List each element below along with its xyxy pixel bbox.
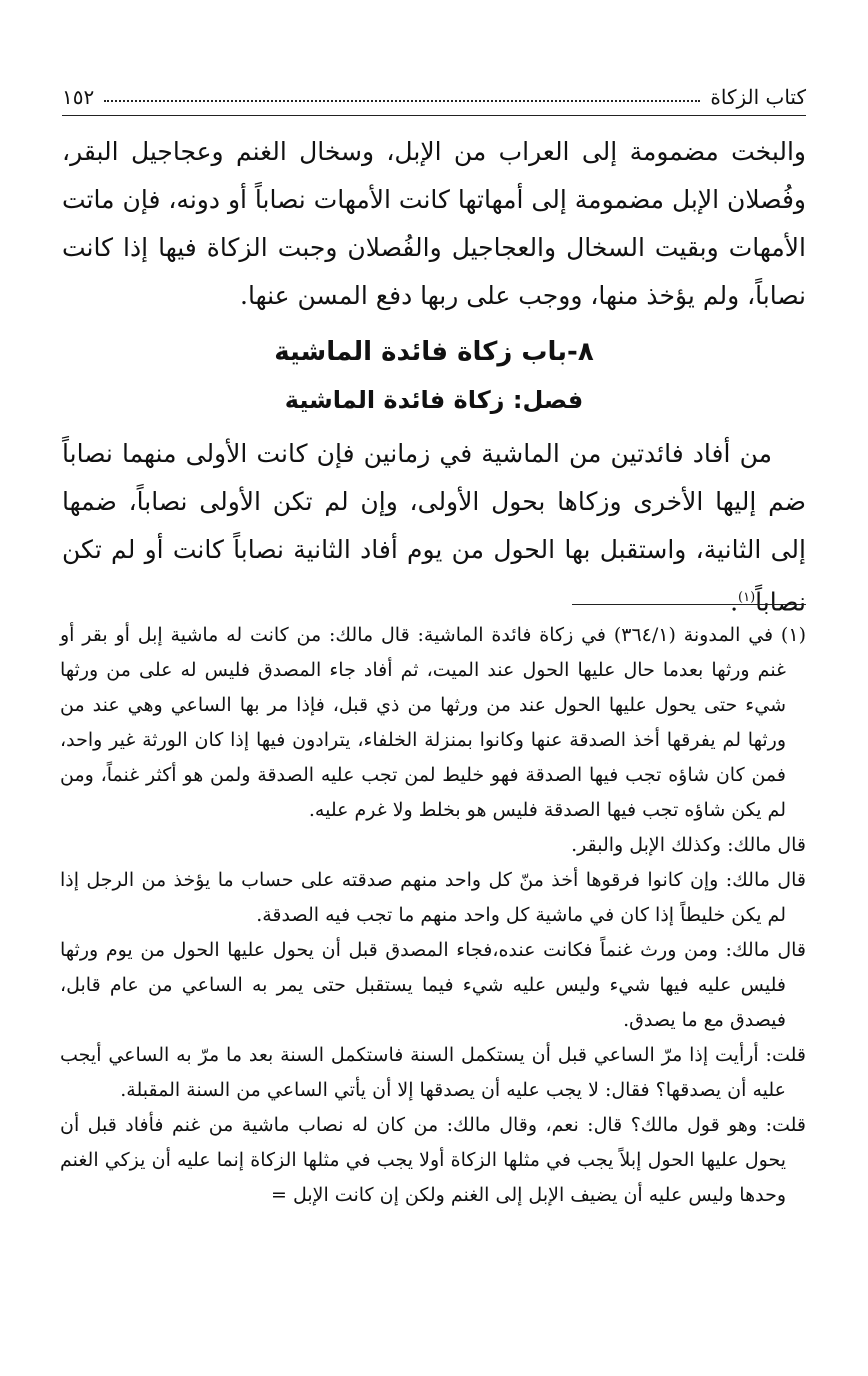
book-title: كتاب الزكاة [710,85,806,109]
running-header [62,72,806,116]
footnote-ref: (١) [738,590,756,605]
chapter-title: ٨-باب زكاة فائدة الماشية [274,337,594,367]
footnote-para: قلت: وهو قول مالك؟ قال: نعم، وقال مالك: من كان له نصاب ماشية من غنم فأفاد قبل أن يحول عليها الحول إبلاً يجب في مثلها الزكاة أولا يجب في مثلها الزكاة إنما عليه أن يزكي الغنم وحدها وليس عليه أن يضيف الإبل إلى الغنم ولكن إن كانت الإبل = [60,1114,806,1206]
paragraph-2: من أفاد فائدتين من الماشية في زمانين فإن كانت الأولى منهما نصاباً ضم إليها الأخرى وزكاها بحول الأولى، وإن لم تكن الأولى نصاباً، ضمها إلى الثانية، واستقبل بها الحول من يوم أفاد الثانية نصاباً كانت أو لم تكن نصاباً$^{(١)}$. [62,439,806,617]
footnote-1: (١) في المدونة (٣٦٤/١) في زكاة فائدة الماشية: قال مالك: من كانت له ماشية إبل أو بقر أو غنم ورثها بعدما حال عليها الحول عند الميت، ثم أفاد جاء المصدق فليس له على من ورثها شيء حتى يحول عليها الحول عند من ورثها من ذي قبل، فإذا مر بها الساعي وهي عند من ورثها لم يفرقها أخذ الصدقة عنها وكانوا بمنزلة الخلفاء، يترادون فيها إذا كان الورثة غير واحد، فمن كان شاؤه تجب فيها الصدقة فهو خليط لمن تجب عليه الصدقة ولمن هو أكثر غنماً، ومن لم يكن شاؤه تجب فيها الصدقة فليس هو بخلط ولا غرم عليه. [60,624,806,821]
footnote-para: قلت: أرأيت إذا مرّ الساعي قبل أن يستكمل السنة فاستكمل السنة بعد ما مرّ به الساعي أيجب عليه أن يصدقها؟ فقال: لا يجب عليه أن يصدقها إلا أن يأتي الساعي من السنة المقبلة. [60,1044,806,1101]
paragraph-2-text: من أفاد فائدتين من الماشية في زمانين فإن كانت الأولى منهما نصاباً ضم إليها الأخرى وزكاها بحول الأولى، وإن لم تكن الأولى نصاباً، ضمها إلى الثانية، واستقبل بها الحول من يوم أفاد الثانية نصاباً كانت أو لم تكن نصاباً [62,439,806,617]
footnote-separator [572,604,806,605]
footnote-para: قال مالك: ومن ورث غنماً فكانت عنده،فجاء المصدق قبل أن يحول عليها الحول من يوم ورثها فليس عليه فيها شيء وليس عليه شيء فيما يستقبل حتى يمر به الساعي من عام قابل، فيصدق مع ما يصدق. [60,939,806,1031]
footnote-para: قال مالك: وإن كانوا فرقوها أخذ منّ كل واحد منهم صدقته على حساب ما يؤخذ من الرجل إذا لم يكن خليطاً إذا كان في ماشية كل واحد منهم ما تجب فيه الصدقة. [60,869,806,926]
paragraph-1: والبخت مضمومة إلى العراب من الإبل، وسخال الغنم وعجاجيل البقر، وفُصلان الإبل مضمومة إلى أمهاتها كانت الأمهات نصاباً أو دونه، فإن ماتت الأمهات وبقيت السخال والعجاجيل والفُصلان وجبت الزكاة فيها إذا كانت نصاباً، ولم يؤخذ منها، ووجب على ربها دفع المسن عنها. [62,137,806,310]
leader-dots [104,100,700,102]
footnote-para: قال مالك: وكذلك الإبل والبقر. [571,834,806,856]
footnotes [60,618,806,1213]
section-title: فصل: زكاة فائدة الماشية [284,386,584,414]
page-number: ١٥٢ [62,85,95,109]
main-text [62,128,806,626]
